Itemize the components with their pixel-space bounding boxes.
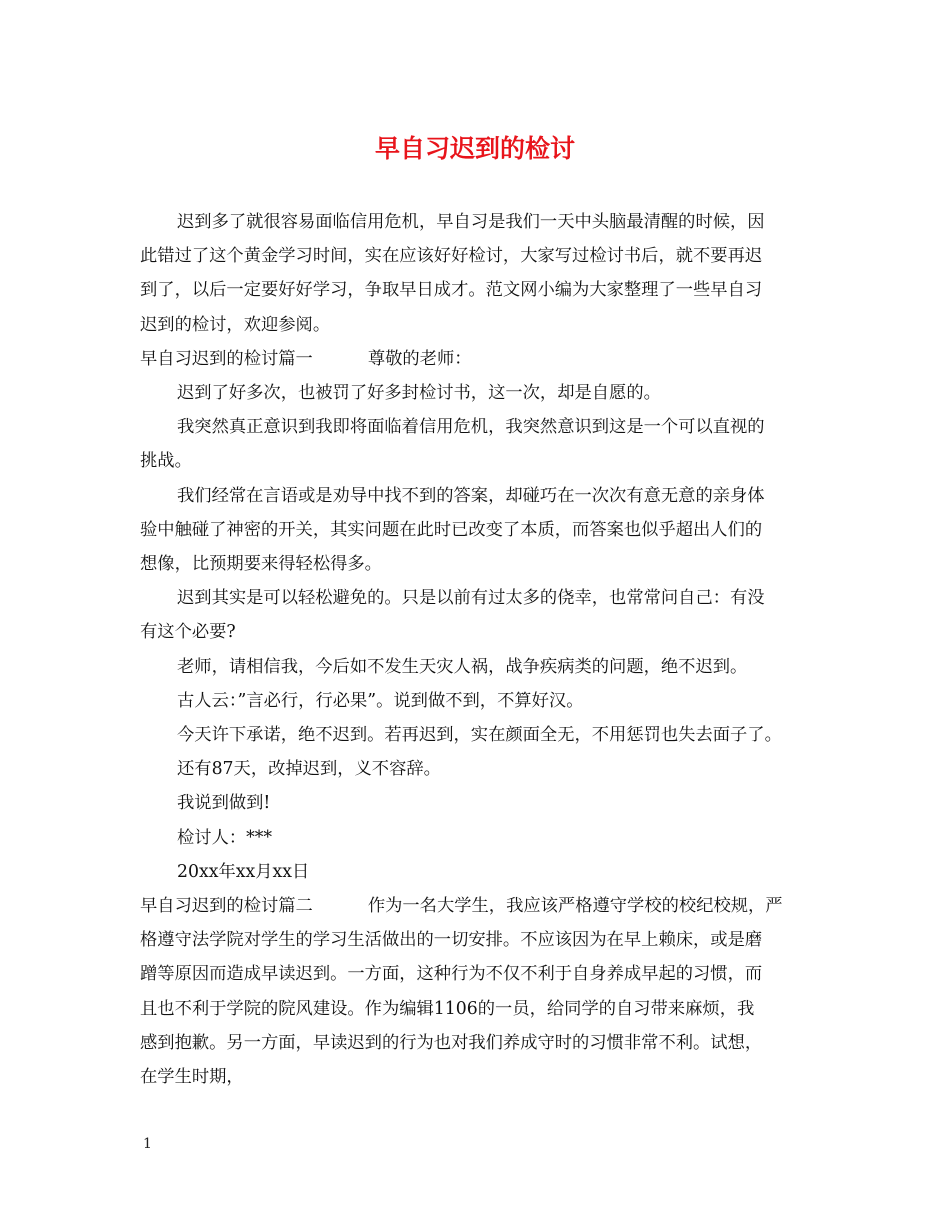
section1-body [140, 376, 815, 889]
section1-line: 验中触碰了神密的开关，其实问题在此时已改变了本质，而答案也似乎超出人们的 [140, 519, 763, 540]
section1-heading-line [140, 342, 815, 376]
section1-line: 今天许下承诺，绝不迟到。若再迟到，实在颜面全无，不用惩罚也失去面子了。 [177, 725, 782, 746]
section1-line: 想像，比预期要来得轻松得多。 [140, 554, 382, 575]
section1-salutation: 尊敬的老师： [367, 348, 472, 369]
section2-heading-line [140, 889, 815, 923]
section1-line: 检讨人：*** [177, 827, 273, 848]
page-number: 1 [143, 1136, 152, 1152]
section1-line: 我们经常在言语或是劝导中找不到的答案，却碰巧在一次次有意无意的亲身体 [177, 485, 765, 506]
section1-line: 20xx年xx月xx日 [177, 861, 310, 882]
intro-line: 到了，以后一定要好好学习，争取早日成才。范文网小编为大家整理了一些早自习 [140, 280, 763, 301]
intro-line: 迟到多了就很容易面临信用危机，早自习是我们一天中头脑最清醒的时候，因 [177, 212, 765, 232]
section1-line: 有这个必要? [140, 622, 236, 643]
section1-line: 我说到做到! [177, 793, 271, 814]
document-body [140, 205, 815, 1094]
section1-heading: 早自习迟到的检讨篇一 [140, 348, 313, 369]
section1-line: 古人云：”言必行，行必果”。说到做不到，不算好汉。 [177, 690, 584, 711]
section2-line: 在学生时期， [140, 1067, 244, 1088]
section2-line: 蹭等原因而造成早读迟到。一方面，这种行为不仅不利于自身养成早起的习惯，而 [140, 964, 763, 985]
section2-line: 格遵守法学院对学生的学习生活做出的一切安排。不应该因为在早上赖床，或是磨 [140, 930, 763, 951]
section1-line: 还有87天，改掉迟到，义不容辞。 [177, 759, 441, 780]
page-title: 早自习迟到的检讨 [374, 134, 575, 163]
intro-line: 迟到的检讨，欢迎参阅。 [140, 314, 331, 335]
section2-line: 感到抱歉。另一方面，早读迟到的行为也对我们养成守时的习惯非常不利。试想， [140, 1032, 763, 1053]
section1-line: 迟到其实是可以轻松避免的。只是以前有过太多的侥幸，也常常问自己：有没 [177, 588, 765, 609]
intro-line: 此错过了这个黄金学习时间，实在应该好好检讨，大家写过检讨书后，就不要再迟 [140, 246, 763, 267]
section1-line: 挑战。 [140, 451, 192, 472]
section1-line: 我突然真正意识到我即将面临着信用危机，我突然意识到这是一个可以直视的 [177, 417, 765, 438]
section1-line: 老师，请相信我，今后如不发生天灾人祸，战争疾病类的问题，绝不迟到。 [177, 656, 748, 677]
section2-line: 且也不利于学院的院风建设。作为编辑1106的一员，给同学的自习带来麻烦，我 [140, 998, 755, 1019]
section1-line: 迟到了好多次，也被罚了好多封检讨书，这一次，却是自愿的。 [177, 383, 661, 404]
section2-first-line: 作为一名大学生，我应该严格遵守学校的校纪校规，严 [367, 896, 783, 917]
section2-heading: 早自习迟到的检讨篇二 [140, 896, 313, 917]
